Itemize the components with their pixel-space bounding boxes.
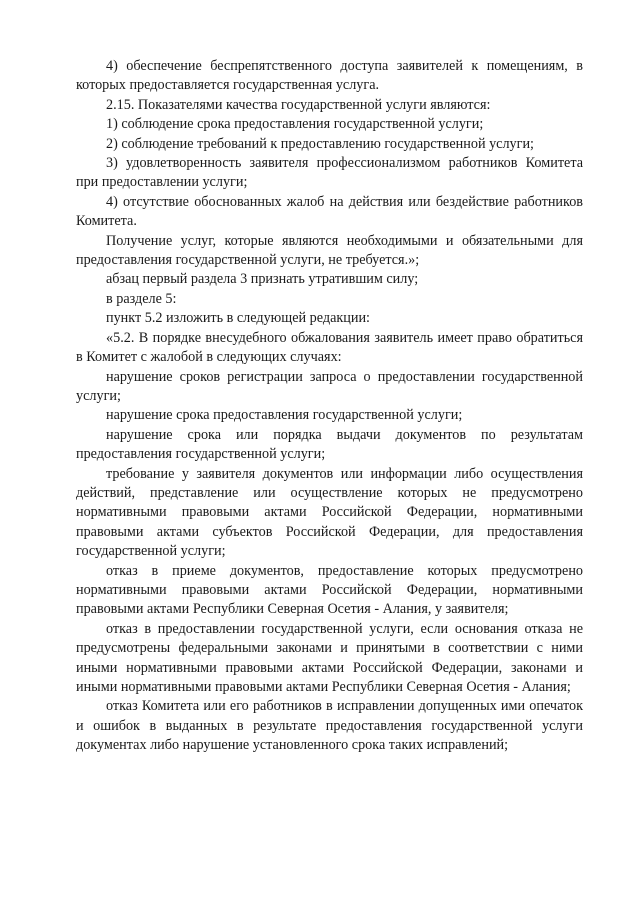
paragraph-case-deadline: нарушение срока предоставления государственной услуги; xyxy=(106,407,463,424)
paragraph-quality-1: 1) соблюдение срока предоставления государственной услуги; xyxy=(106,116,484,133)
paragraph-section-5-intro: в разделе 5: xyxy=(106,290,177,307)
paragraph-case-issuance: нарушение срока или порядка выдачи документов по результатам предоставления государственной услуги; xyxy=(76,426,583,463)
paragraph-quality-3: 3) удовлетворенность заявителя профессионализмом работников Комитета при предоставлении услуги; xyxy=(76,155,583,191)
paragraph-quality-2: 2) соблюдение требований к предоставлению государственной услуги; xyxy=(106,135,534,152)
paragraph-section-3-void: абзац первый раздела 3 признать утратившим силу; xyxy=(106,271,419,288)
paragraph-case-refusal-service: отказ в предоставлении государственной услуги, если основания отказа не предусмотрены федеральными законами и принятыми в соответствии с ними иными нормативными правовыми актами Российской Федерации, законами и иными нормативными правовыми актами Республики Северная Осетия - Алания; xyxy=(76,620,583,695)
paragraph-5-2-text: «5.2. В порядке внесудебного обжалования заявитель имеет право обратиться в Комитет с жалобой в следующих случаях: xyxy=(76,329,583,366)
paragraph-2-15-heading: 2.15. Показателями качества государственной услуги являются: xyxy=(106,96,491,113)
paragraph-case-refusal-acceptance: отказ в приеме документов, предоставление которых предусмотрено нормативными правовыми актами Российской Федерации, нормативными правовыми актами Республики Северная Осетия - Алания, у заявителя; xyxy=(76,562,583,618)
paragraph-item-5-2-intro: пункт 5.2 изложить в следующей редакции: xyxy=(106,310,370,327)
paragraph-item-4-access: 4) обеспечение беспрепятственного доступа заявителей к помещениям, в которых предоставляется государственная услуга. xyxy=(76,58,583,94)
paragraph-case-requirements: требование у заявителя документов или информации либо осуществления действий, представление или осуществление которых не предусмотрено нормативными правовыми актами Российской Федерации, нормативными правовыми актами субъектов Российской Федерации, для предоставления государственной услуги; xyxy=(76,465,583,560)
paragraph-case-corrections: отказ Комитета или его работников в исправлении допущенных ими опечаток и ошибок в выданных в результате предоставления государственной услуги документах либо нарушение установленного срока таких исправлений; xyxy=(76,698,583,754)
paragraph-quality-4: 4) отсутствие обоснованных жалоб на действия или бездействие работников Комитета. xyxy=(76,193,583,230)
paragraph-case-registration: нарушение сроков регистрации запроса о предоставлении государственной услуги; xyxy=(76,368,583,404)
paragraph-services-not-required: Получение услуг, которые являются необходимыми и обязательными для предоставления государственной услуги, не требуется.»; xyxy=(76,232,583,269)
